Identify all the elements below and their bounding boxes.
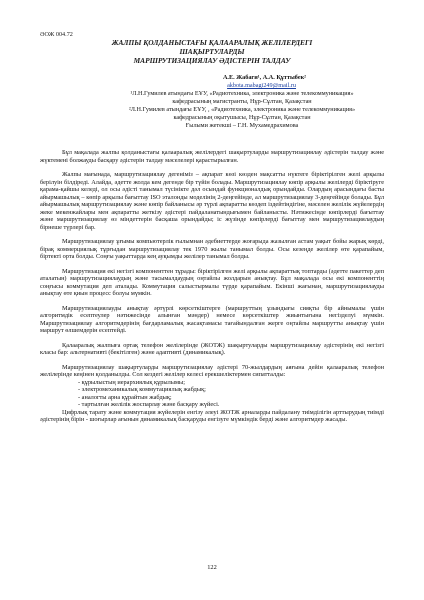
- paragraph: Бұл мақалада жалпы қолданыстағы қалааралық желілердегі шақыртуларды маршрутизациялау әдістерін талдау және жүктемені болжауды басқару әдістерін талдау мәселелері қарастырылған.: [40, 149, 384, 164]
- affiliation-line: кафедрасының оқытушысы, Нұр-Сұлтан, Қазақстан: [173, 114, 311, 121]
- paragraph: Қалааралық жалпыға ортақ телефон желілерінде (ЖОТЖ) шақыртуларды маршрутизациялау әдістерінің екі негізгі класы бар: альтернативті (бекітілген) және адаптивті (динамикалық).: [40, 341, 384, 356]
- list-item: - аналогты арна құрайтын жабдық;: [78, 393, 172, 401]
- supervisor-line: Ғылыми жетекші – Г.Н. Мухамедрахимова: [185, 122, 299, 129]
- author-names: А.Е. Жабаги¹, А.А. Құттыбек²: [222, 74, 306, 81]
- author-email[interactable]: akbota.mabagi249@mail.ru: [227, 82, 296, 89]
- article-title: [40, 38, 384, 65]
- affiliation-line: ²Л.Н.Гумилев атындағы ЕҰУ, , «Радиотехника, электроника және телекоммуникация»: [128, 106, 356, 113]
- paragraph: Жалпы мағынада, маршрутизациялау дегеніміз – ақпарат көзі көзден мақсатты нүктеге біріктірілген желі арқылы берілуін білдіреді. Алайда, әдетте жолда кем дегенде бір түйін болады. Маршрутизациялау көпір арқылы желілерді біріктіруге қарама-қайшы келеді, ол осы әдісті танымал түсінікте дәл осындай функционалдық орындайды. Олардың арасындағы басты айырмашылық – көпір арқылы бағыттау ISO эталонды моделінің 2-деңгейінде, ал маршрутизациялау 3-деңгейінде болады. Бұл айырмашылық маршрутизациялау және көпір байланысы әр түрлі ақпаратты көздеп іздейтіндігіне, мәселен желілік жүйелердің жеке мекенжайлары мен ақпаратты жеткізу әдістері пайдаланатындығымен байланысты. Нәтижесінде көпірлерді бағыттау және маршрутизациялау өз міндеттерін басқаша орындайды; іс жүзінде көпірлерді бағыттау мен маршрутизациялаудың бірнеше түрлері бар.: [40, 171, 384, 231]
- page-number: 122: [207, 564, 217, 571]
- paragraph: Маршрутизациялау шақыртуларды маршрутизациялау әдістері 70-жылдардың аяғына дейін қалааралық телефон желілерінде кеңінен қолданылды. Сол кездегі желілер келесі ерекшеліктермен сипатталды:: [40, 363, 384, 378]
- affiliation-line: ¹Л.Н.Гумилев атындағы ЕҰУ, «Радиотехника, электроника және телекоммуникация»: [130, 90, 354, 97]
- paragraph: Маршрутизация екі негізгі компоненттен тұрады: біріктірілген желі арқылы ақпараттық топтарды (әдетте пакеттер деп аталатын) маршрутизациялаудың және тасымалдаудың оңтайлы жолдарын анықтау. Бұл мақалада осы екі компоненттің соңғысы коммутация деп аталады. Коммутация салыстырмалы түрде қарапайым. Екінші жағынан, маршрутизациялауды анықтау өте қиын процесс болуы мүмкін.: [40, 267, 384, 297]
- feature-list: [40, 379, 384, 409]
- paragraph: Маршрутизациялауды анықтау әртүрлі көрсеткіштерге (маршруттың ұзындығы сияқты бір айнымалы үшін алгоритмдік есептеулер нәтижесінде алынған мәндер) немесе көрсеткіштер жиынтығына негізделуі мүмкін. Маршрутизациялау алгоритмдерінің бағдарламалық жасақтамасы тағайындалған жерге оңтайлы маршрутты анықтау үшін маршрут өлшемдерін есептейді.: [40, 304, 384, 334]
- list-item: - құрылыстың иерархиялық құрылымы;: [78, 378, 185, 386]
- udc-code: ӘОЖ 004.72: [40, 31, 73, 38]
- title-line: ЖАЛПЫ ҚОЛДАНЫСТАҒЫ ҚАЛААРАЛЫҚ ЖЕЛІЛЕРДЕГІ: [111, 38, 313, 47]
- affiliation-line: кафедрасының магистранты, Нұр-Сұлтан, Қазақстан: [172, 98, 312, 105]
- paragraph: Цифрлық тарату және коммутация жүйелерін енгізу әлеуі ЖОТЖ арналарды пайдалану тиімділігін арттырудың тиімді әдістерінің бірін - шоғырлар ағынын динамикалық басқаруды енгізуге мүмкіндік берді және алгоритмдер жасады.: [40, 408, 384, 423]
- list-item: - тартылған желілік жоспарлау және басқару жүйесі.: [78, 401, 220, 408]
- title-line: МАРШРУТИЗАЦИЯЛАУ ӘДІСТЕРІН ТАЛДАУ: [133, 56, 291, 65]
- affiliations: [40, 90, 384, 130]
- title-line: ШАҚЫРТУЛАРДЫ: [179, 47, 245, 56]
- article-body: [40, 149, 384, 424]
- list-item: - электромеханикалық коммутациялық жабдық;: [78, 386, 206, 393]
- paragraph: Маршрутизациялау ұғымы компьютерлік ғылымнан әдебиеттерде жоғарыда жазылған астам уақыт бойы жарық көрді, бірақ коммерциялық тұрғыдан маршрутизациялау тек 1970 жылы танымал болды. Осы кезеңде желілер өте қарапайым, біртекті орта болды. Соңғы уақыттарда кең ауқымды желілер танымал болды.: [40, 238, 384, 260]
